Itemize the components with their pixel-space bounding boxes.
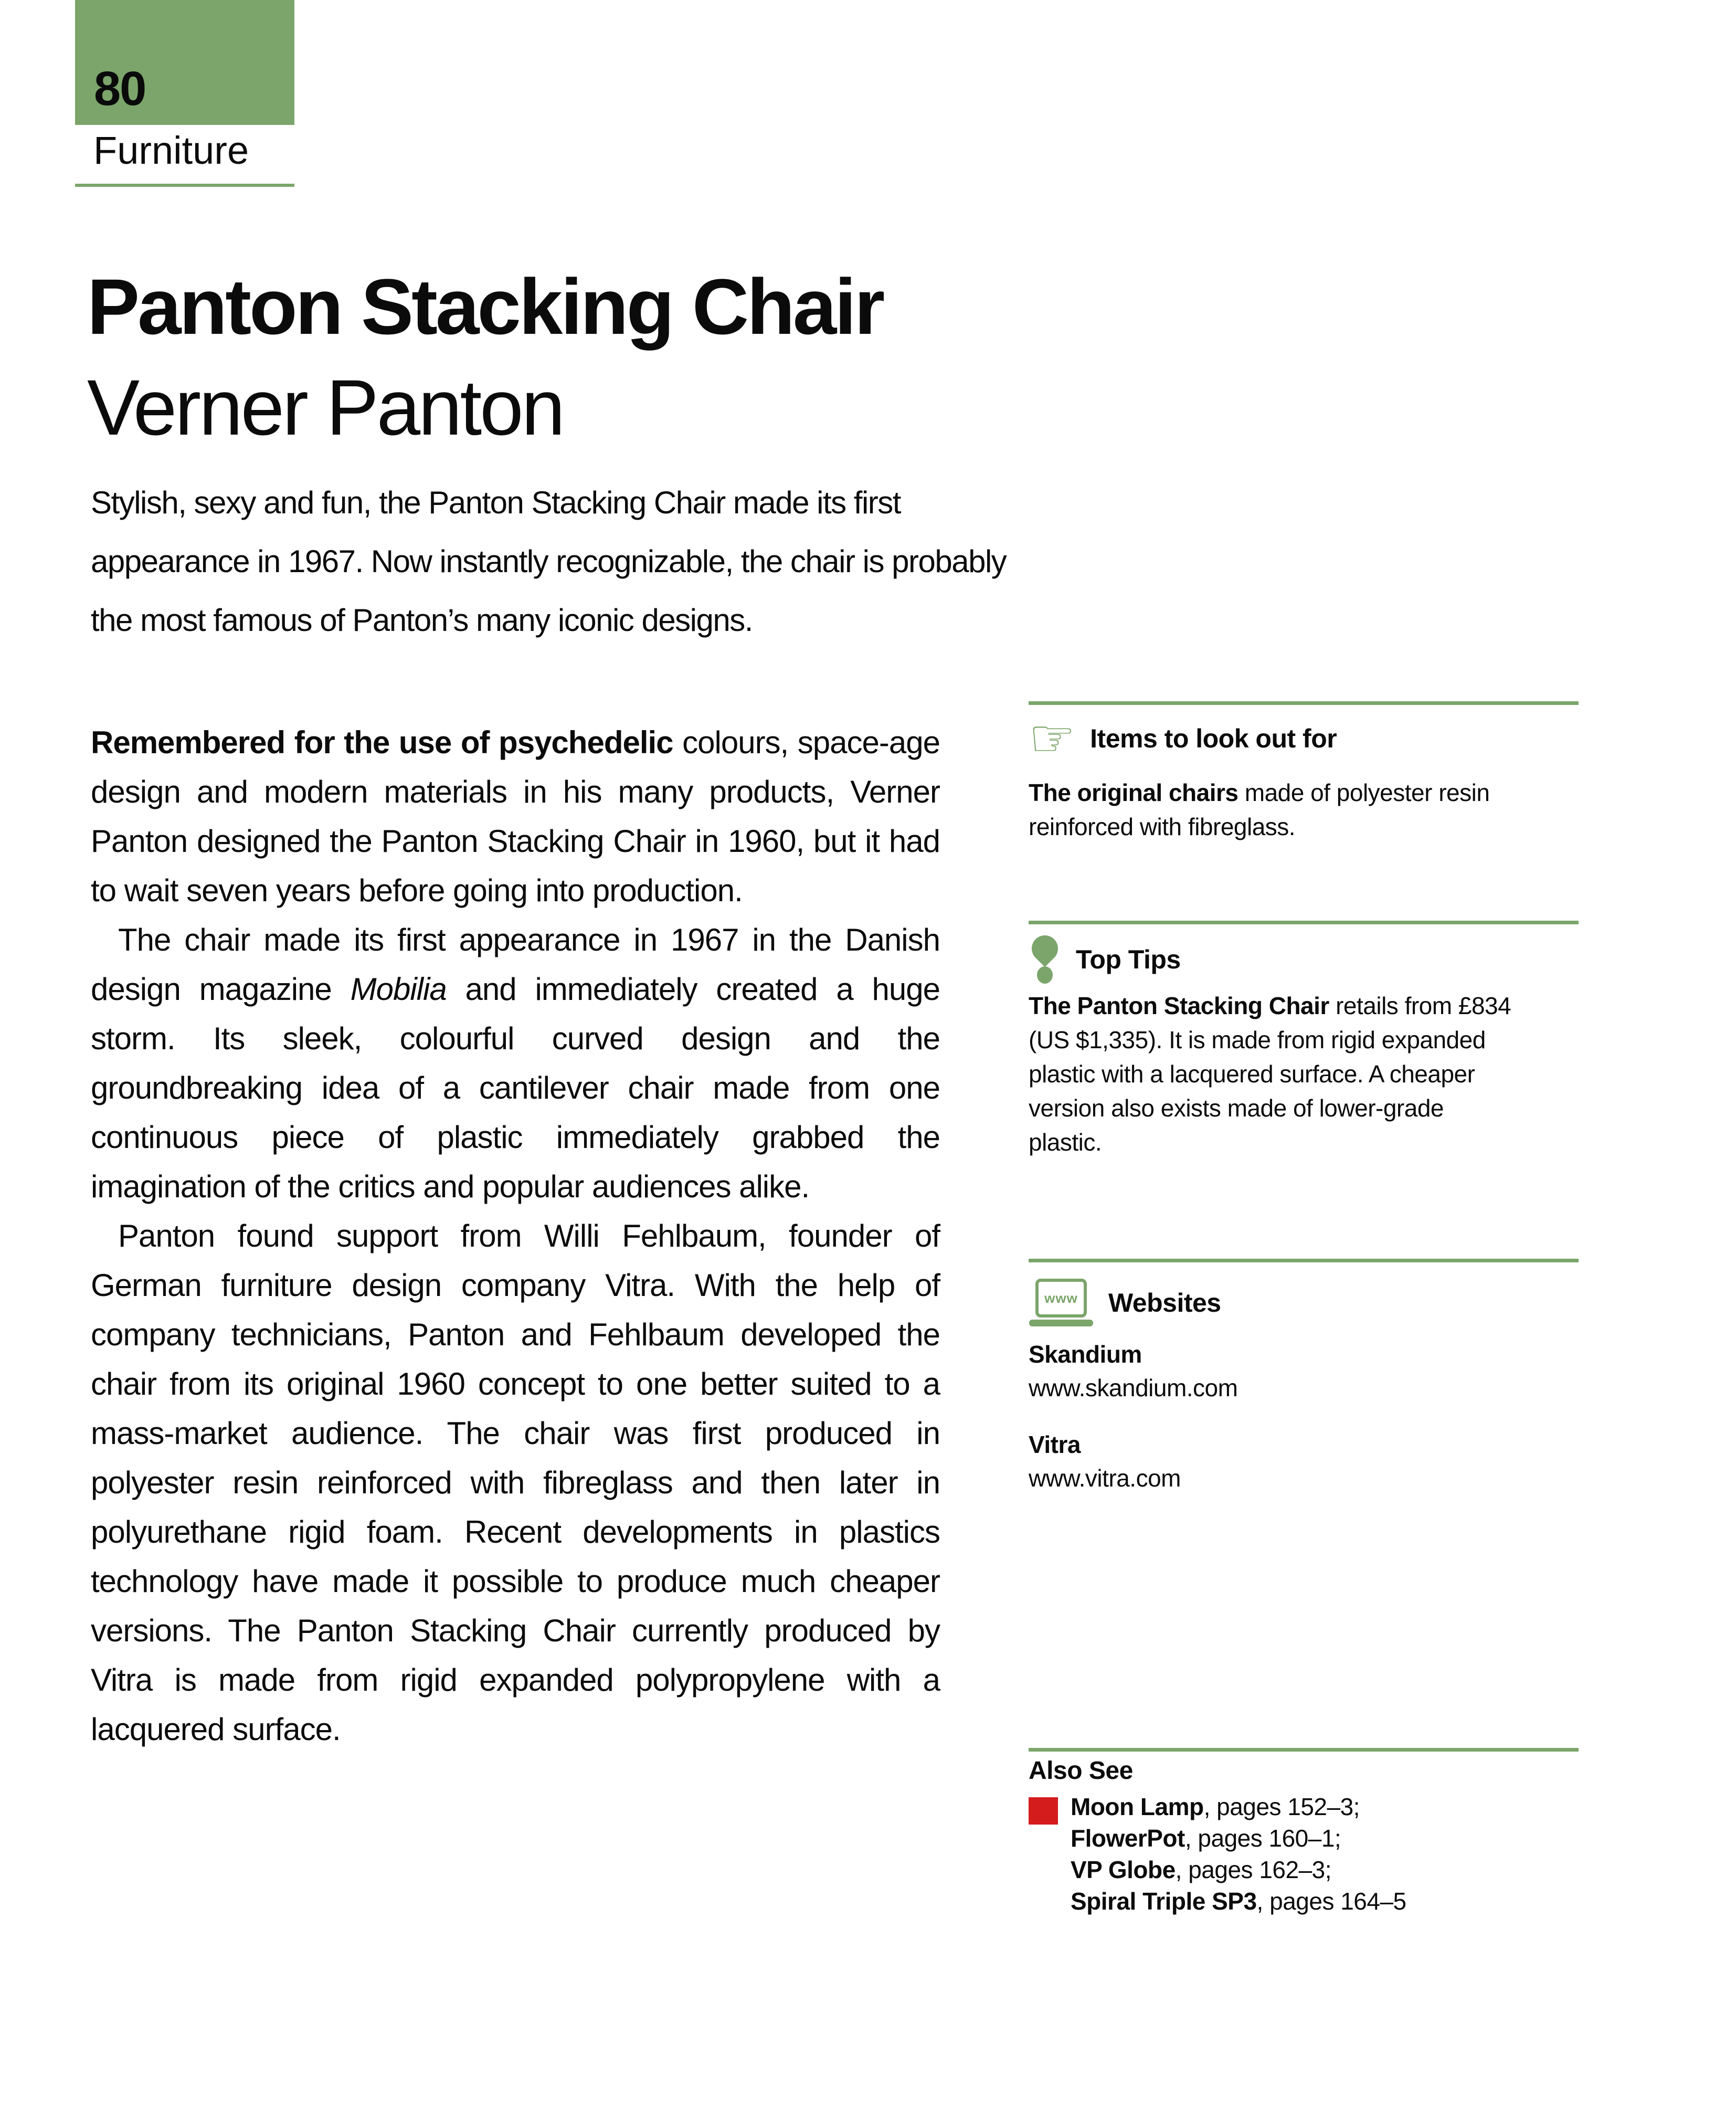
- text-segment: Mobilia: [350, 972, 447, 1007]
- website-name: Skandium: [1029, 1341, 1142, 1368]
- section-label: Furniture: [93, 129, 249, 172]
- text-segment: Panton found support from Willi Fehlbaum, founder of German furniture design company Vitra. With the help of company technicians, Panton and Fehlbaum developed the chair from its original 1960 concept to one better suited to a mass-market audience. The chair was first produced in polyester resin reinforced with fibreglass and then later in polyurethane rigid foam. Recent developments in plastics technology have made it possible to produce much cheaper versions. The Panton Stacking Chair currently produced by Vitra is made from rigid expanded polypropylene with a lacquered surface.: [91, 1218, 940, 1747]
- text-segment: The original chairs: [1029, 779, 1239, 806]
- www-monitor-icon: [1029, 1279, 1094, 1326]
- sidebar-rule-items: [1029, 701, 1579, 705]
- page-number-box: [75, 0, 294, 125]
- also-see-item-name: Spiral Triple SP3: [1071, 1888, 1257, 1915]
- also-see-item-name: FlowerPot: [1071, 1825, 1185, 1852]
- websites-heading: [1029, 1279, 1579, 1326]
- monitor-base: [1029, 1320, 1093, 1326]
- website-list: [1029, 1337, 1553, 1518]
- article-body: [91, 718, 940, 1754]
- article-paragraph-3: [91, 1211, 940, 1754]
- also-see-item-pages: , pages 162–3;: [1175, 1856, 1332, 1883]
- pointing-hand-icon: ☞: [1029, 708, 1076, 769]
- tips-drop-icon: [1029, 935, 1061, 984]
- text-segment: retails from £834 (US $1,335). It is made from rigid expanded plastic with a lacquered surface. A cheaper version also exists made of lower-grade plastic.: [1029, 992, 1511, 1156]
- text-segment: The Panton Stacking Chair: [1029, 992, 1329, 1019]
- also-see-entry: [1071, 1854, 1585, 1885]
- top-tips-body-text: [1029, 989, 1511, 1160]
- article-paragraph-2: [91, 915, 940, 1211]
- website-entry: [1029, 1337, 1553, 1405]
- article-paragraph-1: [91, 718, 940, 915]
- also-see-list: [1071, 1791, 1585, 1917]
- sidebar-rule-top-tips: [1029, 921, 1579, 924]
- page-number: 80: [94, 62, 146, 115]
- website-entry: [1029, 1428, 1553, 1495]
- items-to-look-out-for-heading: [1029, 708, 1579, 769]
- also-see-item-pages: , pages 164–5: [1256, 1888, 1406, 1915]
- website-url: www.skandium.com: [1029, 1374, 1238, 1401]
- also-see-item-pages: , pages 152–3;: [1203, 1793, 1360, 1820]
- text-segment: Remembered for the use of psychedelic: [91, 725, 673, 760]
- section-rule: [75, 184, 294, 187]
- website-url: www.vitra.com: [1029, 1464, 1181, 1492]
- website-name: Vitra: [1029, 1431, 1081, 1458]
- product-title: Panton Stacking Chair: [87, 262, 883, 351]
- designer-name: Verner Panton: [87, 363, 564, 451]
- also-see-entry: [1071, 1885, 1585, 1917]
- items-heading-label: Items to look out for: [1090, 724, 1337, 753]
- text-segment: colours, space-age design and modern materials in his many products, Verner Panton designed the Panton Stacking Chair in 1960, but it had to wait seven years before going into production.: [91, 725, 940, 908]
- sidebar-rule-websites: [1029, 1259, 1579, 1262]
- also-see-item-pages: , pages 160–1;: [1184, 1825, 1341, 1852]
- text-segment: made of polyester resin reinforced with fibreglass.: [1029, 779, 1490, 840]
- tips-dot-shape: [1037, 966, 1053, 984]
- page-title: [87, 256, 883, 458]
- top-tips-heading: [1029, 935, 1579, 984]
- websites-heading-label: Websites: [1108, 1288, 1221, 1318]
- tips-drop-shape: [1026, 930, 1064, 967]
- text-segment: and immediately created a huge storm. Its sleek, colourful curved design and the groundbreaking idea of a cantilever chair made from one continuous piece of plastic immediately grabbed the imagination of the critics and popular audiences alike.: [91, 972, 940, 1204]
- intro-standfirst: Stylish, sexy and fun, the Panton Stacking Chair made its first appearance in 1967. Now instantly recognizable, the chair is probably the most famous of Panton’s many iconic designs.: [91, 485, 1007, 638]
- also-see-item-name: VP Globe: [1071, 1856, 1176, 1883]
- items-body-text: [1029, 776, 1511, 844]
- sidebar-rule-also-see: [1029, 1748, 1579, 1752]
- www-label: www: [1044, 1290, 1078, 1306]
- top-tips-heading-label: Top Tips: [1076, 945, 1181, 974]
- red-square-bullet: [1029, 1797, 1058, 1825]
- also-see-entry: [1071, 1791, 1585, 1822]
- also-see-heading: Also See: [1029, 1757, 1133, 1785]
- also-see-entry: [1071, 1822, 1585, 1854]
- monitor-screen: [1035, 1279, 1087, 1318]
- text-segment: The chair made its first appearance in 1967 in the Danish design magazine: [91, 922, 940, 1007]
- also-see-item-name: Moon Lamp: [1071, 1793, 1204, 1820]
